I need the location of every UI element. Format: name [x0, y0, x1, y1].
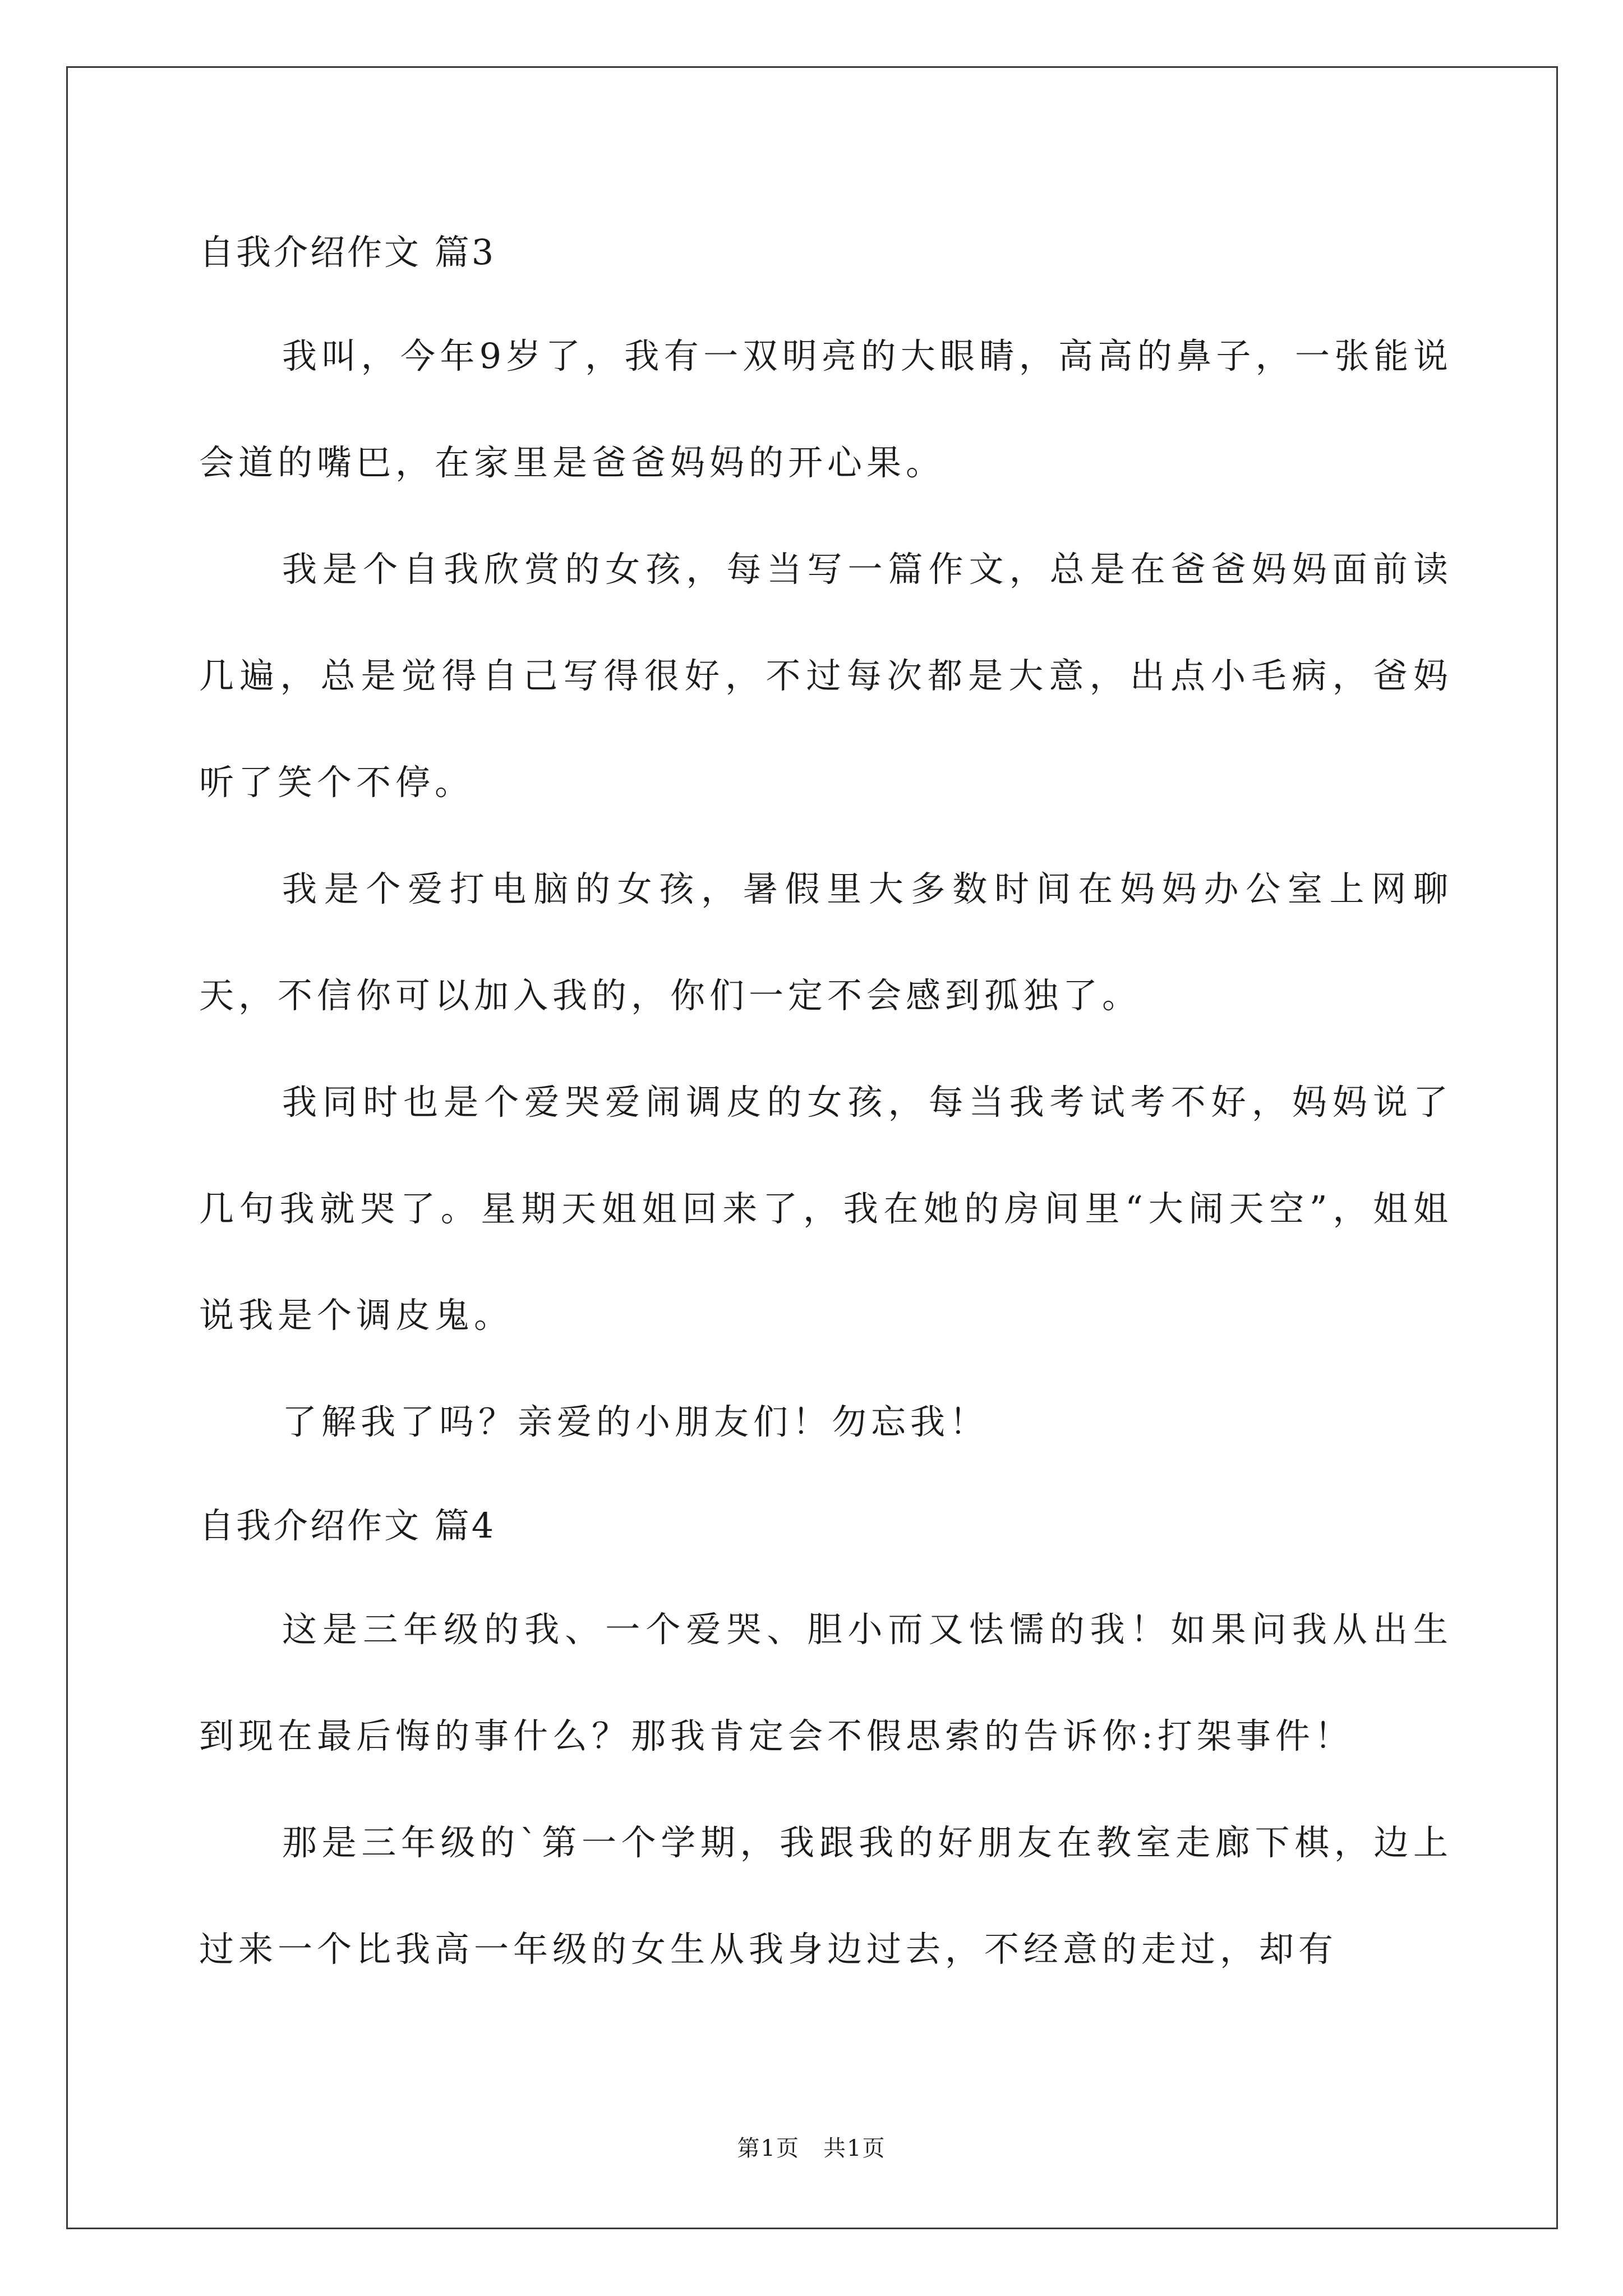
paragraph: 那是三年级的`第一个学期，我跟我的好朋友在教室走廊下棋，边上过来一个比我高一年级的女生从我身边过去，不经意的走过，却有	[199, 1822, 1453, 1970]
section-heading: 自我介绍作文 篇4	[199, 1505, 496, 1546]
section-3	[199, 202, 1453, 1475]
paragraph: 我是个自我欣赏的女孩，每当写一篇作文，总是在爸爸妈妈面前读几遍，总是觉得自己写得很好，不过每次都是大意，出点小毛病，爸妈听了笑个不停。	[199, 549, 1453, 803]
section-heading: 自我介绍作文 篇3	[199, 232, 496, 273]
paragraph: 了解我了吗？亲爱的小朋友们！勿忘我！	[282, 1401, 989, 1442]
paragraph: 我是个爱打电脑的女孩，暑假里大多数时间在妈妈办公室上网聊天，不信你可以加入我的，你们一定不会感到孤独了。	[199, 868, 1453, 1016]
page-number-footer: 第1页 共1页	[737, 2136, 886, 2161]
paragraph: 我叫，今年9岁了，我有一双明亮的大眼睛，高高的鼻子，一张能说会道的嘴巴，在家里是爸爸妈妈的开心果。	[199, 335, 1453, 483]
paragraph: 这是三年级的我、一个爱哭、胆小而又怯懦的我！如果问我从出生到现在最后悔的事什么？那我肯定会不假思索的告诉你:打架事件！	[199, 1609, 1453, 1756]
paragraph: 我同时也是个爱哭爱闹调皮的女孩，每当我考试考不好，妈妈说了几句我就哭了。星期天姐姐回来了，我在她的房间里“大闹天空”，姐姐说我是个调皮鬼。	[199, 1082, 1453, 1336]
document-body	[199, 202, 1453, 2003]
section-4	[199, 1475, 1453, 2003]
